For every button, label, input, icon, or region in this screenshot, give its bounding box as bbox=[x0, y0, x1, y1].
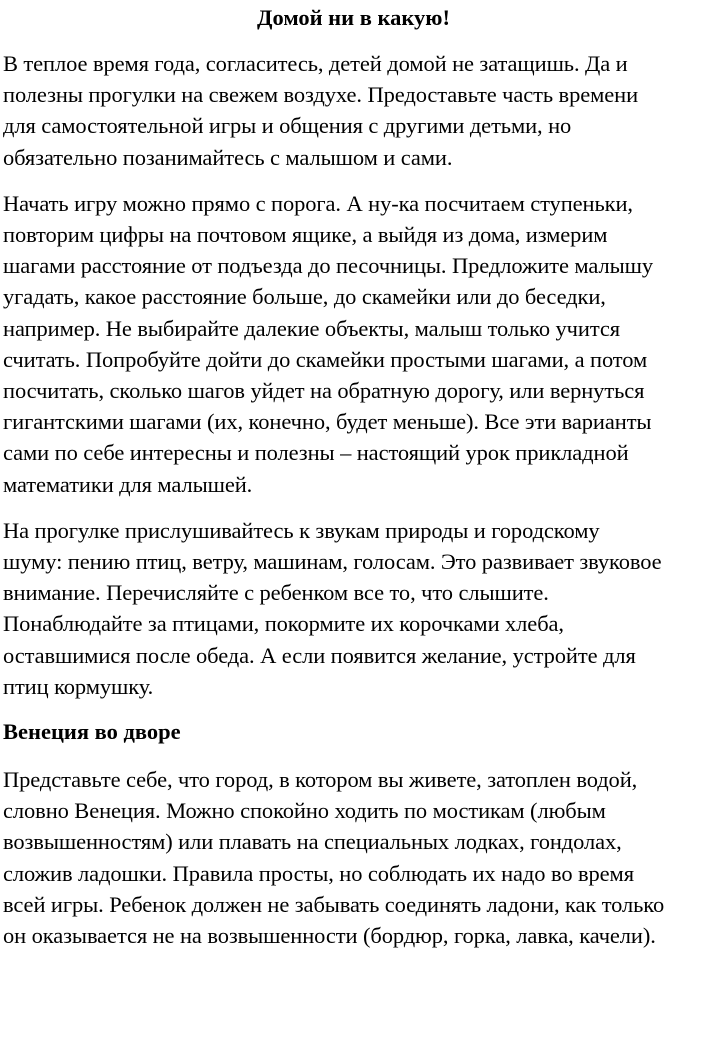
section-heading: Венеция во дворе bbox=[3, 719, 181, 745]
text-line: словно Венеция. Можно спокойно ходить по мостикам (любым bbox=[3, 798, 606, 824]
text-line: сами по себе интересны и полезны – настоящий урок прикладной bbox=[3, 440, 629, 466]
text-line: Представьте себе, что город, в котором вы живете, затоплен водой, bbox=[3, 767, 638, 793]
text-line: возвышенностям) или плавать на специальных лодках, гондолах, bbox=[3, 829, 622, 855]
text-line: обязательно позанимайтесь с малышом и сами. bbox=[3, 144, 453, 170]
text-line: птиц кормушку. bbox=[3, 673, 154, 699]
paragraph-intro bbox=[3, 48, 704, 173]
paragraph-venice-game bbox=[3, 764, 704, 951]
text-line: повторим цифры на почтовом ящике, а выйдя из дома, измерим bbox=[3, 222, 608, 248]
text-line: шагами расстояние от подъезда до песочницы. Предложите малышу bbox=[3, 253, 654, 279]
text-line: полезны прогулки на свежем воздухе. Предоставьте часть времени bbox=[3, 82, 639, 108]
text-line: Начать игру можно прямо с порога. А ну-ка посчитаем ступеньки, bbox=[3, 190, 633, 216]
text-line: оставшимися после обеда. А если появится желание, устройте для bbox=[3, 642, 636, 668]
text-line: угадать, какое расстояние больше, до скамейки или до беседки, bbox=[3, 284, 606, 310]
text-line: гигантскими шагами (их, конечно, будет меньше). Все эти варианты bbox=[3, 409, 652, 435]
text-line: всей игры. Ребенок должен не забывать соединять ладони, как только bbox=[3, 891, 665, 917]
text-line: математики для малышей. bbox=[3, 471, 253, 497]
text-line: он оказывается не на возвышенности (бордюр, горка, лавка, качели). bbox=[3, 923, 656, 949]
text-line: посчитать, сколько шагов уйдет на обратную дорогу, или вернуться bbox=[3, 378, 645, 404]
text-line: шуму: пению птиц, ветру, машинам, голосам. Это развивает звуковое bbox=[3, 549, 662, 575]
text-line: Понаблюдайте за птицами, покормите их корочками хлеба, bbox=[3, 611, 564, 637]
text-line: например. Не выбирайте далекие объекты, малыш только учится bbox=[3, 315, 620, 341]
text-line: В теплое время года, согласитесь, детей домой не затащишь. Да и bbox=[3, 51, 628, 76]
text-line: для самостоятельной игры и общения с другими детьми, но bbox=[3, 113, 572, 139]
text-line: считать. Попробуйте дойти до скамейки простыми шагами, а потом bbox=[3, 346, 648, 372]
paragraph-counting-game bbox=[3, 188, 704, 500]
document-title: Домой ни в какую! bbox=[257, 5, 450, 30]
text-line: внимание. Перечисляйте с ребенком все то, что слышите. bbox=[3, 580, 549, 606]
paragraph-listening bbox=[3, 515, 704, 702]
text-line: сложив ладошки. Правила просты, но соблюдать их надо во время bbox=[3, 860, 634, 886]
text-line: На прогулке прислушивайтесь к звукам природы и городскому bbox=[3, 517, 600, 543]
